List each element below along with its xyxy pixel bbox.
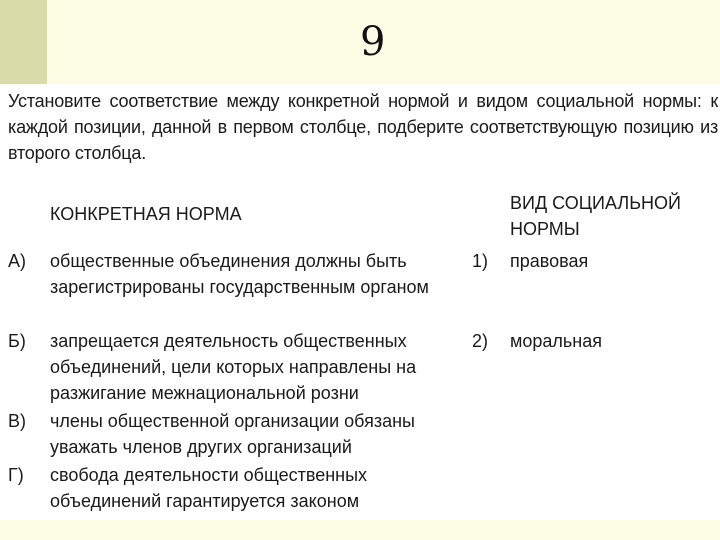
item-text: свобода деятельности общественных объединений гарантируется законом xyxy=(50,465,368,511)
list-item xyxy=(8,248,468,326)
right-column-header: ВИД СОЦИАЛЬНОЙ НОРМЫ xyxy=(510,193,681,239)
bottom-strip xyxy=(0,520,720,540)
item-mark: Б) xyxy=(8,331,26,351)
item-mark: В) xyxy=(8,411,26,431)
item-text: члены общественной организации обязаны уважать членов других организаций xyxy=(50,411,415,457)
option-item xyxy=(472,248,720,274)
task-content xyxy=(0,84,720,520)
left-column-header: КОНКРЕТНАЯ НОРМА xyxy=(50,204,242,224)
list-item xyxy=(8,328,468,406)
list-item xyxy=(8,408,468,460)
option-number: 1) xyxy=(472,251,489,271)
option-item xyxy=(472,328,720,354)
slide-number: 9 xyxy=(360,19,386,65)
item-mark: А) xyxy=(8,251,26,271)
option-number: 2) xyxy=(472,331,489,351)
accent-bar xyxy=(0,0,47,84)
list-item xyxy=(8,462,468,514)
item-text: запрещается деятельность общественных объединений, цели которых направлены на разжигание межнациональной розни xyxy=(50,331,417,403)
item-mark: Г) xyxy=(8,465,24,485)
option-text: моральная xyxy=(510,331,602,351)
question-text: Установите соответствие между конкретной нормой и видом социальной нормы: к каждой позиции, данной в первом столбце, подберите соответствующую позицию из второго столбца. xyxy=(8,91,718,163)
option-text: правовая xyxy=(510,251,589,271)
item-text: общественные объединения должны быть зарегистрированы государственным органом xyxy=(50,251,429,297)
